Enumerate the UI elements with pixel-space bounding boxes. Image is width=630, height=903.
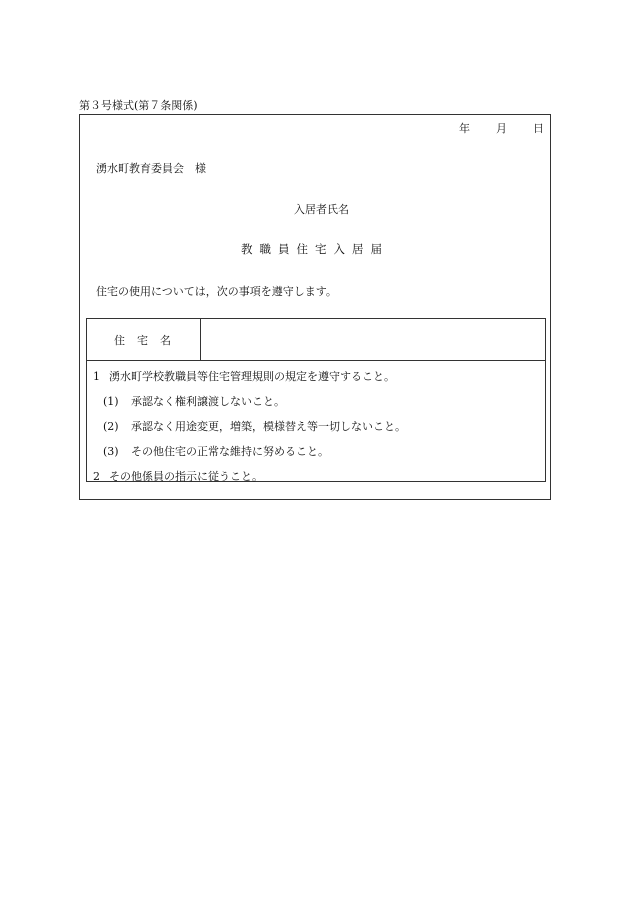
form-number-label: 第３号様式(第７条関係) [79,99,198,112]
rule-item [103,418,406,434]
rule-item [93,368,395,384]
rule-item [103,443,329,459]
intro-text: 住宅の使用については，次の事項を遵守します。 [96,285,337,298]
rule-text: 承認なく権利譲渡しないこと。 [131,395,285,408]
rule-number: 1 [93,370,100,383]
rule-item [103,393,285,409]
rule-text: 承認なく用途変更，増築，模様替え等一切しないこと。 [131,420,406,433]
date-year-label: 年 [459,122,470,135]
form-frame [79,114,551,500]
house-name-row [87,319,545,361]
rule-item [93,468,263,484]
rule-number: (3) [103,445,119,458]
document-title: 教職員住宅入居届 [241,242,389,256]
rule-number: 2 [93,470,100,483]
date-month-label: 月 [496,122,507,135]
house-name-field[interactable] [201,319,545,360]
rule-number: (2) [103,420,119,433]
date-day-label: 日 [533,122,544,135]
rule-text: その他住宅の正常な維持に努めること。 [131,445,329,458]
rule-text: その他係員の指示に従うこと。 [109,470,263,483]
addressee: 湧水町教育委員会 様 [96,162,206,175]
terms-table [86,318,546,482]
rule-number: (1) [103,395,119,408]
house-name-label: 住宅名 [87,319,201,360]
date-fields [459,120,544,136]
rule-text: 湧水町学校教職員等住宅管理規則の規定を遵守すること。 [109,370,395,383]
resident-name-label: 入居者氏名 [294,203,349,216]
